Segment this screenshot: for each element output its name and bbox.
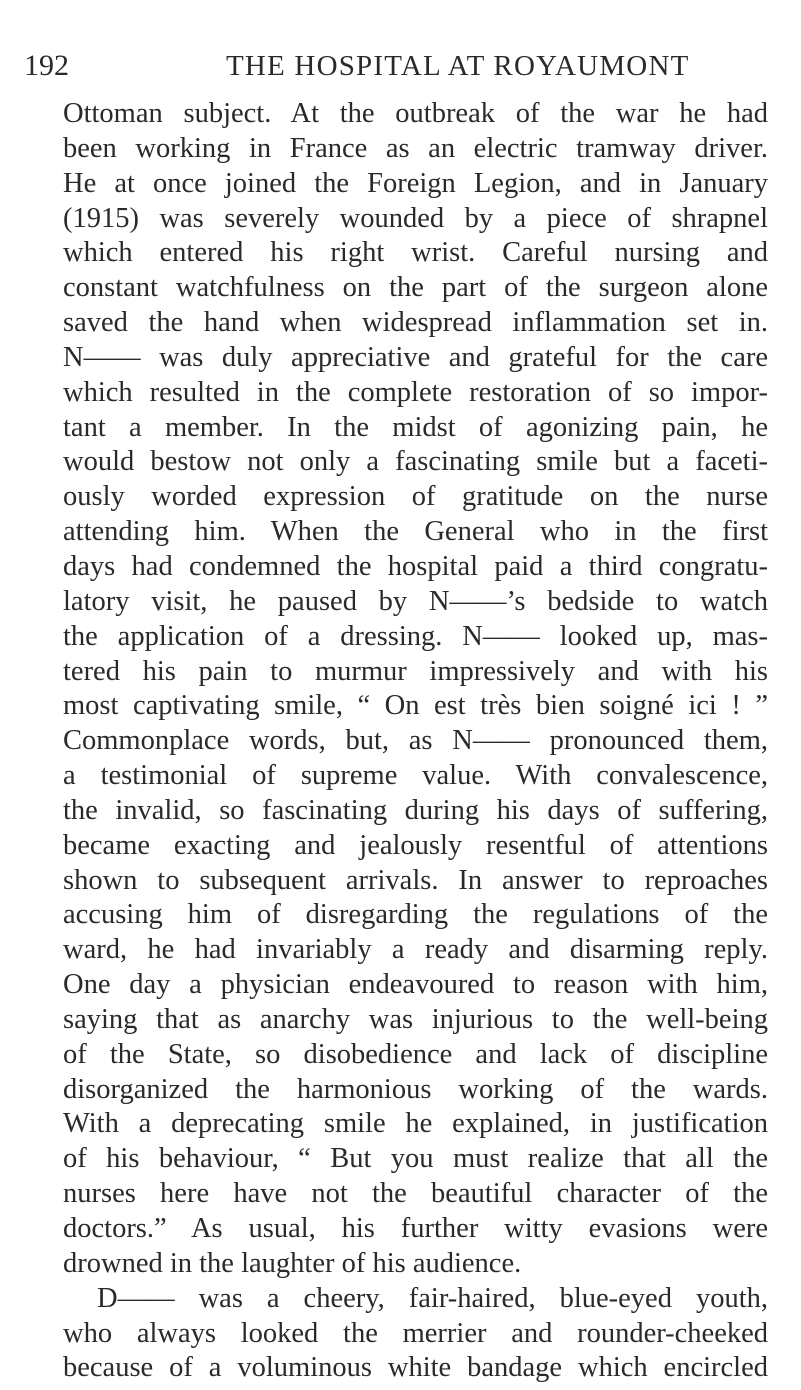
text-line: became exacting and jealously resentful of attentions xyxy=(63,829,768,861)
body-text xyxy=(63,97,768,1386)
text-line: ward, he had invariably a ready and disarming reply. xyxy=(63,934,768,966)
text-line: attending him. When the General who in the first xyxy=(63,516,768,548)
text-line: One day a physician endeavoured to reason with him, xyxy=(63,969,768,1001)
text-line: most captivating smile, “ On est très bien soigné ici ! ” xyxy=(63,690,768,722)
text-line: shown to subsequent arrivals. In answer to reproaches xyxy=(63,864,768,896)
text-line: N—— was duly appreciative and grateful for the care xyxy=(63,341,768,373)
text-line: tant a member. In the midst of agonizing pain, he xyxy=(63,411,768,443)
text-line: nurses here have not the beautiful character of the xyxy=(63,1178,768,1210)
text-line: a testimonial of supreme value. With convalescence, xyxy=(63,760,768,792)
text-line: been working in France as an electric tramway driver. xyxy=(63,132,768,164)
text-line: constant watchfulness on the part of the surgeon alone xyxy=(63,272,768,304)
text-line: Commonplace words, but, as N—— pronounced them, xyxy=(63,725,768,757)
text-line: With a deprecating smile he explained, in justification xyxy=(63,1108,768,1140)
text-line: days had condemned the hospital paid a third congratu- xyxy=(63,550,768,582)
text-line: would bestow not only a fascinating smile but a faceti- xyxy=(63,446,768,478)
text-line: drowned in the laughter of his audience. xyxy=(63,1247,522,1279)
text-line: of the State, so disobedience and lack of discipline xyxy=(63,1038,768,1070)
text-line: D—— was a cheery, fair-haired, blue-eyed youth, xyxy=(97,1282,768,1314)
text-line: the application of a dressing. N—— looked up, mas- xyxy=(63,620,768,652)
page-number: 192 xyxy=(24,49,69,82)
text-line: of his behaviour, “ But you must realize that all the xyxy=(63,1143,768,1175)
text-line: saying that as anarchy was injurious to the well-being xyxy=(63,1003,768,1035)
text-line: disorganized the harmonious working of the wards. xyxy=(63,1073,768,1105)
text-line: ously worded expression of gratitude on the nurse xyxy=(63,481,768,513)
text-line: saved the hand when widespread inflammation set in. xyxy=(63,307,768,339)
running-title: THE HOSPITAL AT ROYAUMONT xyxy=(226,50,690,82)
text-line: because of a voluminous white bandage which encircled xyxy=(63,1352,768,1384)
text-line: (1915) was severely wounded by a piece of shrapnel xyxy=(63,202,768,234)
text-line: doctors.” As usual, his further witty evasions were xyxy=(63,1213,768,1244)
text-line: which resulted in the complete restoration of so impor- xyxy=(63,376,768,408)
text-line: He at once joined the Foreign Legion, and in January xyxy=(63,167,768,199)
text-line: tered his pain to murmur impressively and with his xyxy=(63,655,768,687)
text-line: Ottoman subject. At the outbreak of the war he had xyxy=(63,98,768,129)
page-header xyxy=(24,46,724,86)
text-line: latory visit, he paused by N——’s bedside to watch xyxy=(63,585,768,617)
text-line: who always looked the merrier and rounder-cheeked xyxy=(63,1317,768,1349)
text-line: accusing him of disregarding the regulations of the xyxy=(63,899,768,931)
text-line: which entered his right wrist. Careful nursing and xyxy=(63,237,768,269)
text-line: the invalid, so fascinating during his days of suffering, xyxy=(63,794,768,826)
